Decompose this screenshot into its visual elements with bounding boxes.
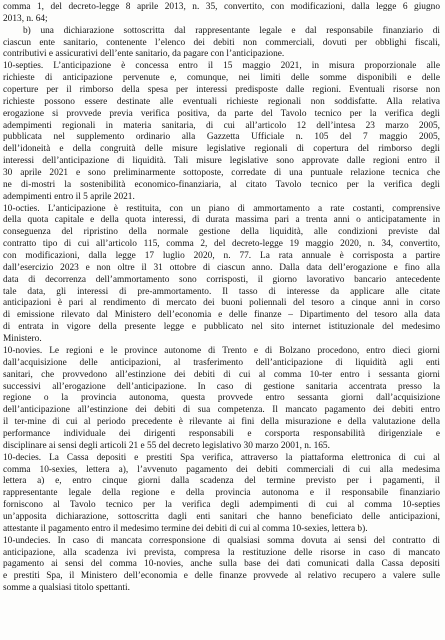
document-line: 10-novies. Le regioni e le province autonome di Trento e di Bolzano procedono, entro dieci giorni (3, 345, 440, 356)
document-line: Ministero. (3, 334, 42, 345)
document-line: richieste di anticipazione pervenute e, comunque, nei limiti delle somme disponibili e delle (3, 73, 440, 84)
document-line: il ter-mine di cui al periodo precedente è rilevante ai fini della misurazione e della valutazione della (3, 417, 440, 428)
document-line: sanitari, che provvedono all’estinzione dei debiti di cui al comma 10-ter entro i sessanta giorni (3, 369, 440, 380)
document-line: coperture per il rimborso della spesa per interessi predisposte dalle regioni. Eventuali risorse non (3, 85, 440, 96)
document-line: 10-undecies. In caso di mancata corresponsione di qualsiasi somma dovuta ai sensi del contratto di (3, 535, 440, 546)
document-line: regione o la provincia autonoma, questa provvede entro sessanta giorni dall’acquisizione (3, 393, 440, 404)
document-line: disciplinare ai sensi degli articoli 21 e 55 del decreto legislativo 30 marzo 2001, n. 165. (3, 440, 330, 451)
document-line: comma 10-sexies, lettera a), l’avvenuto pagamento dei debiti commerciali di cui alla medesima (3, 464, 440, 475)
document-line: ciascun ente sanitario, contenente l’elenco dei debiti non commerciali, dovuti per obblighi fiscali, (3, 37, 440, 48)
document-line: contributivi e assicurativi dell’ente sanitario, da pagare con l’anticipazione. (3, 49, 285, 60)
document-line: dall’esercizio 2023 e non oltre il 31 ottobre di ciascun anno. Dalla data dell’erogazione e fino alla (3, 262, 440, 273)
document-line: di emissione rilevato dal Ministero dell’economia e delle finanze – Dipartimento del tesoro alla data (3, 310, 440, 321)
document-line: della quota capitale e della quota interessi, di durata massima pari a trenta anni o anticipatamente in (3, 215, 440, 226)
document-text-body (3, 2, 440, 595)
document-line: 2013, n. 64; (3, 13, 48, 24)
document-line: pubblicata nel supplemento ordinario alla Gazzetta Ufficiale n. 105 del 7 maggio 2005, (3, 132, 440, 143)
document-line: interessi dell’anticipazione di liquidità. Tali misure legislative sono approvate dalle regioni entro il (3, 156, 440, 167)
document-line: rappresentante legale della regione e della provincia autonoma e il responsabile finanziario (3, 488, 440, 499)
document-line: conseguenza del ripristino della normale gestione della liquidità, alle condizioni previste dal (3, 227, 440, 238)
document-line: somme a qualsiasi titolo spettanti. (3, 583, 130, 594)
document-line: con modificazioni, dalla legge 17 luglio 2020, n. 77. La rata annuale è corrisposta a partire (3, 251, 440, 262)
document-line: 30 aprile 2021 e sono preliminarmente sottoposte, corredate di una puntuale relazione tecnica che (3, 168, 440, 179)
document-line: b) una dichiarazione sottoscritta dal rappresentante legale e dal responsabile finanziario di (23, 25, 440, 36)
document-line: comma 1, del decreto-legge 8 aprile 2013, n. 35, convertito, con modificazioni, dalla legge 6 giugno (3, 2, 440, 12)
document-line: di entrata in vigore della presente legge e pubblicato nel sito internet istituzionale del medesimo (3, 322, 440, 333)
document-line: un’apposita dichiarazione, sottoscritta dagli enti sanitari che hanno beneficiato delle anticipazioni, (3, 511, 440, 522)
document-line: 10-octies. L’anticipazione è restituita, con un piano di ammortamento a rate costanti, comprensive (3, 203, 440, 214)
document-line: e prestiti Spa, il Ministero dell’economia e delle finanze provvede al relativo recupero a valere sulle (3, 571, 440, 582)
document-line: ne di-mostri la sostenibilità economico-finanziaria, al citato Tavolo tecnico per la verifica degli (3, 179, 440, 190)
document-line: dell’anticipazione all’estinzione dei debiti di sua competenza. Il mancato pagamento dei debiti entro (3, 405, 440, 416)
document-line: anticipazione, alla scadenza ivi prevista, compresa la restituzione delle risorse in caso di mancato (3, 547, 440, 558)
document-line: dell’idoneità e della congruità delle misure legislative regionali di copertura del rimborso degli (3, 144, 440, 155)
document-line: successivi all’erogazione dell’anticipazione. In caso di gestione sanitaria accentrata presso la (3, 381, 440, 392)
document-line: data di decorrenza dell’ammortamento sono corrisposti, il giorno lavorativo bancario antecedente (3, 274, 440, 285)
document-line: performance individuale dei dirigenti responsabili e corsporta responsabilità dirigenziale e (3, 428, 440, 439)
document-line: adempimenti entro il 5 aprile 2021. (3, 191, 135, 202)
document-line: pagamento ai sensi del comma 10-novies, anche sulla base dei dati comunicati dalla Cassa depositi (3, 559, 440, 570)
document-line: forniscono al Tavolo tecnico per la verifica degli adempimenti di cui al comma 10-septies (3, 500, 440, 511)
document-line: richieste possono essere destinate alle eventuali richieste regionali non soddisfatte. Alla relativa (3, 96, 440, 107)
document-line: 10-decies. La Cassa depositi e prestiti Spa verifica, attraverso la piattaforma elettronica di cui al (3, 452, 440, 463)
document-line: dall’acquisizione delle anticipazioni, al trasferimento dell’anticipazione di liquidità agli enti (3, 357, 440, 368)
document-line: tale data, gli interessi di pre-ammortamento. Il tasso di interesse da applicare alle citate (3, 286, 440, 297)
document-line: anticipazioni è pari al rendimento di mercato dei buoni poliennali del tesoro a cinque anni in corso (3, 298, 440, 309)
document-line: erogazione si provvede previa verifica positiva, da parte del Tavolo tecnico per la verifica degli (3, 108, 440, 119)
document-line: lettera a) e, entro cinque giorni dalla scadenza del termine previsto per i pagamenti, il (3, 476, 440, 487)
document-line: 10-septies. L’anticipazione è concessa entro il 15 maggio 2021, in misura proporzionale alle (3, 61, 440, 72)
document-line: contratto tipo di cui all’articolo 115, comma 2, del decreto-legge 19 maggio 2020, n. 34, convertito, (3, 239, 440, 250)
document-line: adempimenti regionali in materia sanitaria, di cui all’articolo 12 dell’intesa 23 marzo 2005, (3, 120, 440, 131)
document-line: attestante il pagamento entro il medesimo termine dei debiti di cui al comma 10-sexies, lettera b). (3, 523, 368, 534)
